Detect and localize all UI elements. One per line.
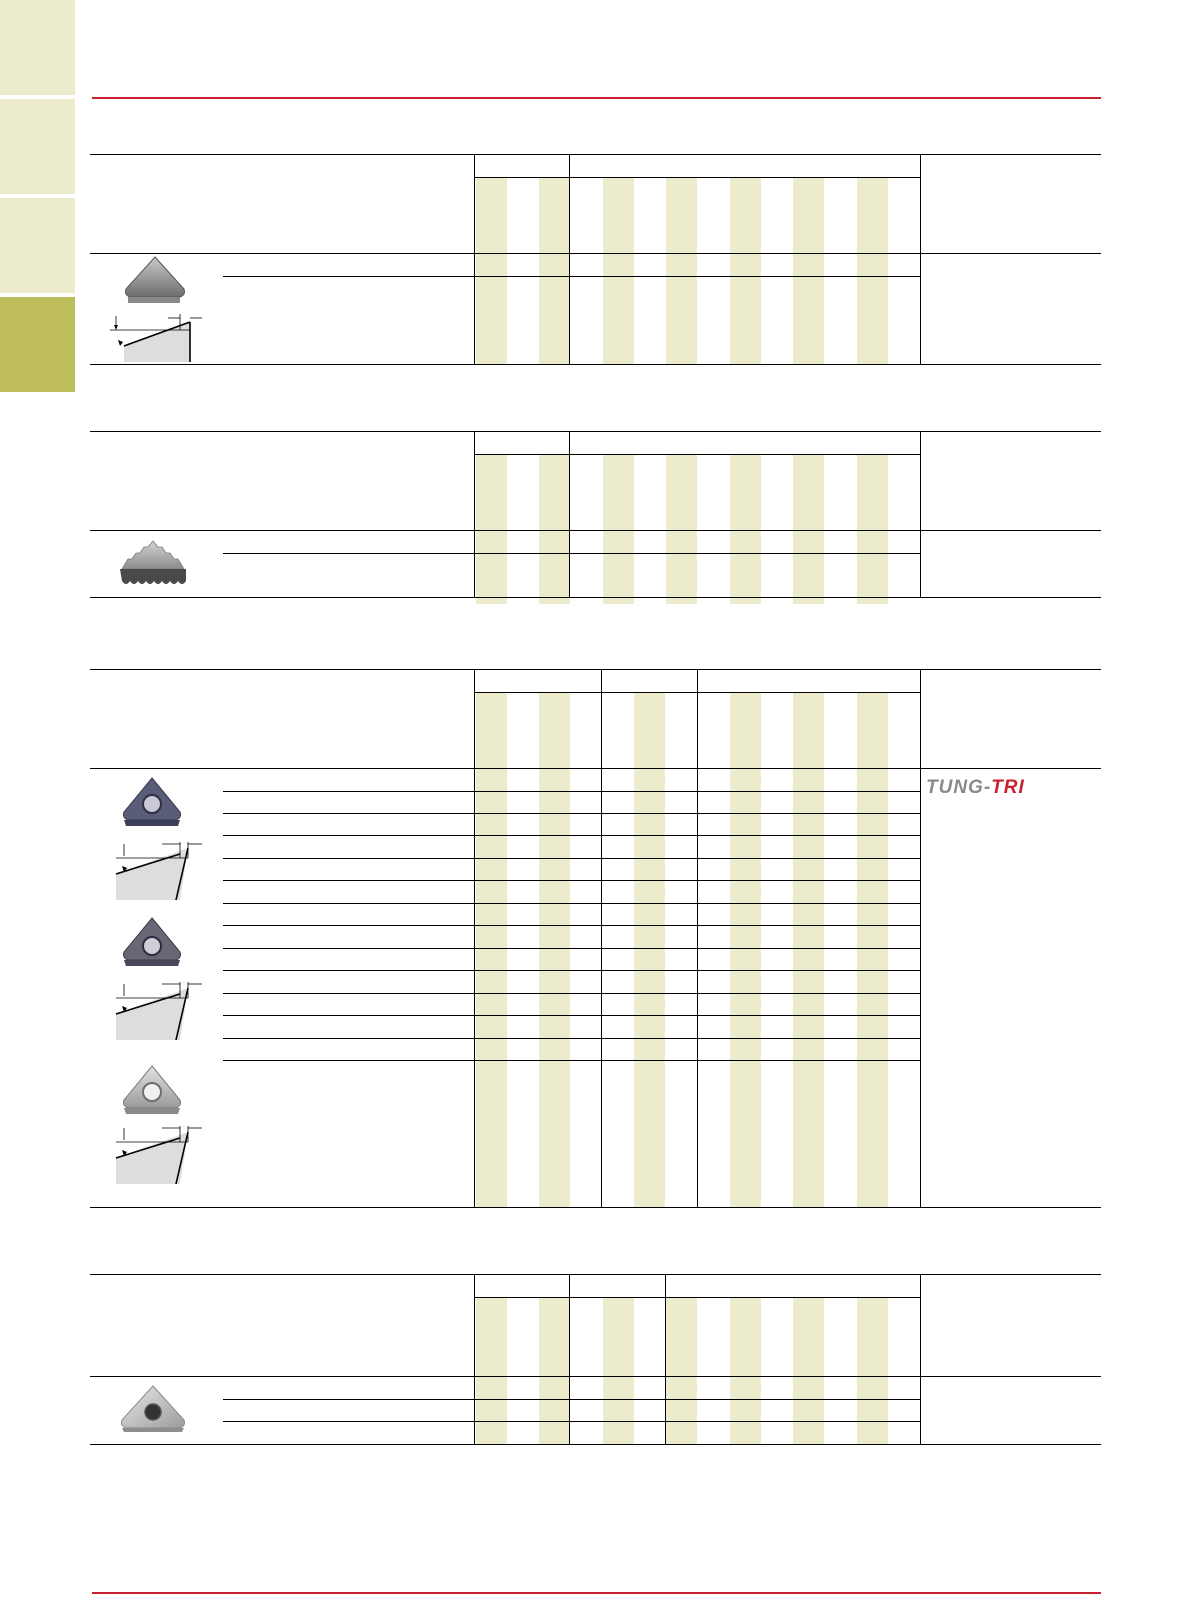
tung-tri-brand-logo — [926, 777, 1025, 799]
positive-insert-icon — [120, 916, 184, 968]
chamfer-profile-diagram-icon — [110, 976, 205, 1044]
brand-part-2: TRI — [991, 777, 1025, 798]
serrated-insert-icon — [118, 539, 188, 589]
side-tab-2[interactable] — [0, 99, 75, 194]
top-rule — [92, 97, 1101, 99]
positive-insert-icon — [120, 776, 184, 828]
bottom-rule — [92, 1592, 1101, 1594]
chamfer-profile-diagram-icon — [110, 1120, 205, 1188]
polished-insert-icon — [118, 1384, 188, 1434]
chamfer-profile-diagram-icon — [110, 836, 205, 904]
brand-part-1: TUNG- — [926, 777, 992, 798]
side-tab-1[interactable] — [0, 0, 75, 95]
chamfer-profile-diagram-icon — [106, 310, 206, 366]
side-tab-3[interactable] — [0, 198, 75, 293]
side-tab-4-active[interactable] — [0, 297, 75, 392]
triangular-insert-icon — [122, 255, 188, 305]
positive-insert-icon — [120, 1064, 184, 1116]
